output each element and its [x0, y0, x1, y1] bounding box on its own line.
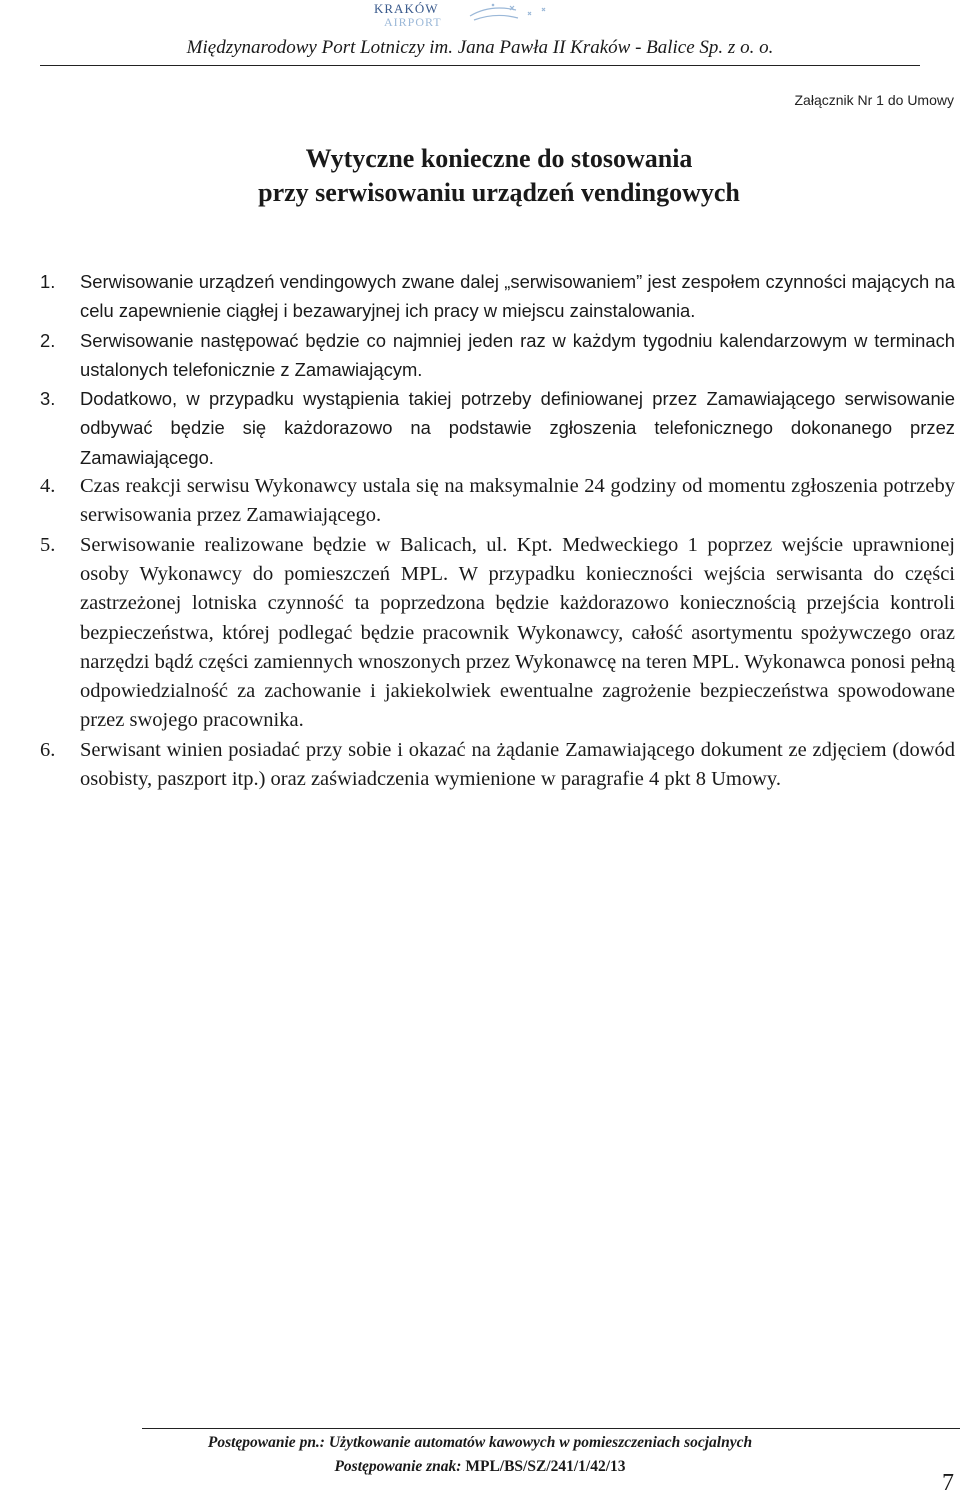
page-number: 7 [942, 1470, 954, 1496]
footer-procedure-value: Użytkowanie automatów kawowych w pomieszczeniach socjalnych [328, 1434, 753, 1451]
list-item-text: Czas reakcji serwisu Wykonawcy ustala się na maksymalnie 24 godziny od momentu zgłoszenia potrzeby serwisowania przez Zamawiającego. [80, 475, 955, 527]
list-item-number: 5. [40, 533, 56, 556]
footer-divider [142, 1428, 960, 1429]
document-title [0, 142, 960, 210]
footer-procedure-name [0, 1434, 960, 1452]
footer-procedure-code [0, 1458, 960, 1476]
logo-sparkle-icon [470, 4, 545, 20]
list-item [40, 472, 955, 531]
footer-code-value: MPL/BS/SZ/241/1/42/13 [465, 1458, 626, 1475]
footer-code-label: Postępowanie znak: [334, 1458, 462, 1475]
list-item [40, 531, 955, 736]
list-item-text: Serwisant winien posiadać przy sobie i okazać na żądanie Zamawiającego dokument ze zdjęciem (dowód osobisty, paszport itp.) oraz zaświadczenia wymienione w paragrafie 4 pkt 8 Umowy. [80, 738, 955, 791]
logo-graphic [360, 0, 600, 32]
footer-procedure-label: Postępowanie pn.: [207, 1434, 325, 1451]
list-item [40, 384, 955, 472]
guidelines-list [40, 267, 955, 794]
list-item-number: 6. [40, 738, 56, 761]
list-item-text: Serwisowanie urządzeń vendingowych zwane dalej „serwisowaniem” jest zespołem czynności mających na celu zapewnienie ciągłej i bezawaryjnej ich pracy w miejscu zainstalowania. [80, 271, 955, 322]
kraków-airport-logo [360, 0, 600, 32]
title-line-2: przy serwisowaniu urządzeń vendingowych [258, 178, 740, 207]
header-divider [40, 65, 920, 66]
list-item-number: 1. [40, 271, 56, 292]
list-item-number: 4. [40, 475, 56, 498]
header-organization: Międzynarodowy Port Lotniczy im. Jana Pawła II Kraków - Balice Sp. z o. o. [186, 37, 774, 58]
list-item-text: Serwisowanie następować będzie co najmniej jeden raz w każdym tygodniu kalendarzowym w terminach ustalonych telefonicznie z Zamawiającym. [80, 329, 955, 380]
list-item-text: Serwisowanie realizowane będzie w Balicach, ul. Kpt. Medweckiego 1 poprzez wejście uprawnionej osoby Wykonawcy do pomieszczeń MPL. W przypadku konieczności wejścia serwisanta do części zastrzeżonej lotniska czynność ta poprzedzona będzie każdorazowo koniecznością przejścia kontroli bezpieczeństwa, której podlegać będzie pracownik Wykonawcy, całość asortymentu spożywczego oraz narzędzi bądź części zamiennych wnoszonych przez Wykonawcę na teren MPL. Wykonawca ponosi pełną odpowiedzialność za zachowanie i jakiekolwiek ewentualne zagrożenie bezpieczeństwa spowodowane przez swojego pracownika. [80, 533, 955, 732]
list-item [40, 736, 955, 795]
annex-label: Załącznik Nr 1 do Umowy [794, 92, 954, 108]
list-item [40, 326, 955, 385]
list-item [40, 267, 955, 326]
list-item-number: 2. [40, 329, 56, 351]
logo-text-top: KRAKÓW [374, 1, 439, 16]
logo-text-bottom: AIRPORT [384, 15, 442, 29]
list-item-number: 3. [40, 388, 56, 410]
list-item-text: Dodatkowo, w przypadku wystąpienia takiej potrzeby definiowanej przez Zamawiającego serwisowanie odbywać będzie się każdorazowo na podstawie zgłoszenia telefonicznego dokonanego przez Zamawiającego. [80, 388, 955, 468]
title-line-1: Wytyczne konieczne do stosowania [305, 144, 693, 173]
